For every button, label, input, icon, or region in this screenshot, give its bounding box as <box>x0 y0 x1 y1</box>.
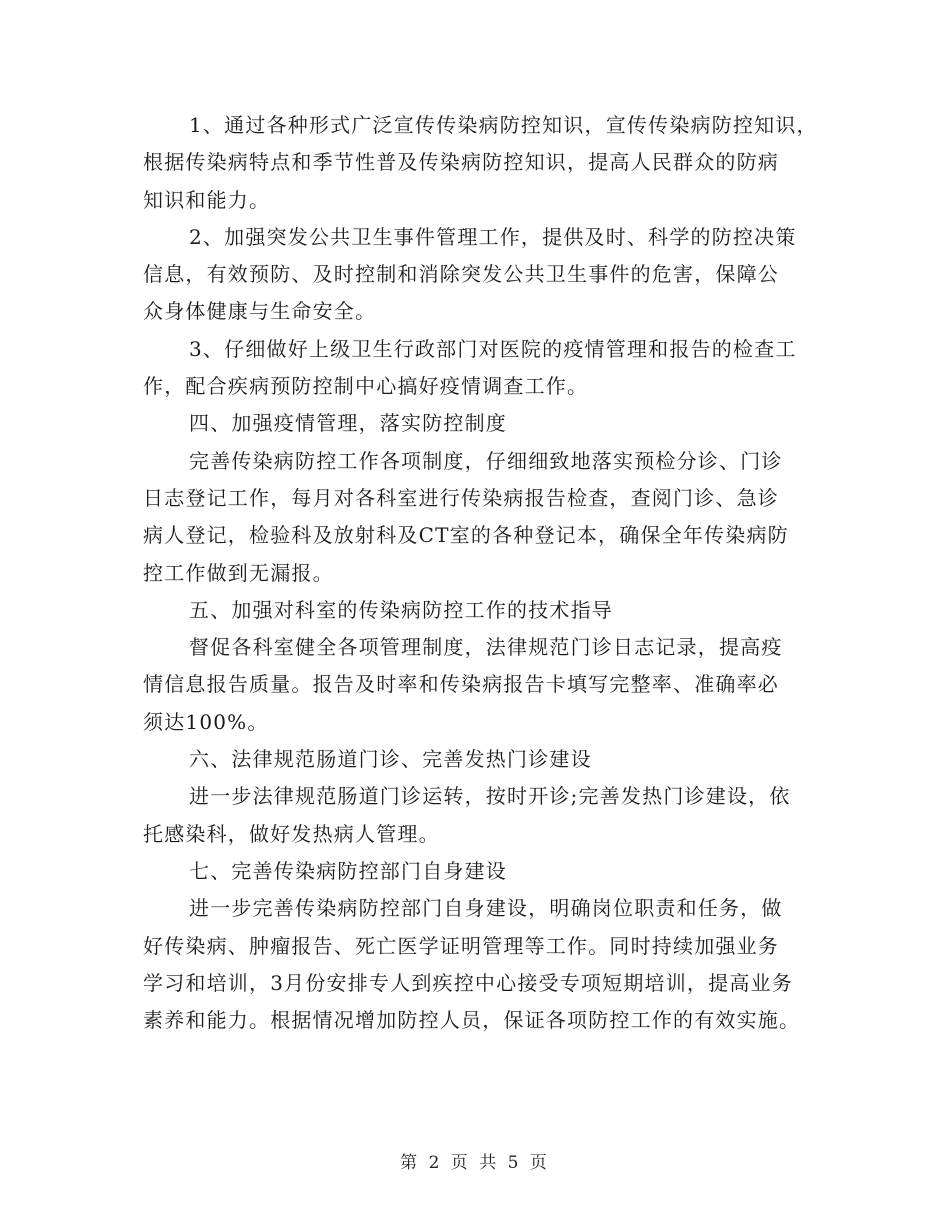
text-line: 情信息报告质量。报告及时率和传染病报告卡填写完整率、准确率必 <box>143 672 779 697</box>
text-line: 须达100%。 <box>143 709 269 734</box>
document-body <box>143 107 818 1039</box>
text-line: 3、仔细做好上级卫生行政部门对医院的疫情管理和报告的检查工 <box>189 336 797 361</box>
page-number-footer: 第 2 页 共 5 页 <box>400 1153 550 1173</box>
text-line: 进一步法律规范肠道门诊运转，按时开诊;完善发热门诊建设，依 <box>189 784 791 809</box>
text-line: 根据传染病特点和季节性普及传染病防控知识，提高人民群众的防病 <box>143 150 779 175</box>
text-line: 日志登记工作，每月对各科室进行传染病报告检查，查阅门诊、急诊 <box>143 485 779 510</box>
text-line: 六、法律规范肠道门诊、完善发热门诊建设 <box>189 747 592 772</box>
text-line: 作，配合疾病预防控制中心搞好疫情调查工作。 <box>143 374 589 399</box>
text-line: 信息，有效预防、及时控制和消除突发公共卫生事件的危害，保障公 <box>143 262 779 287</box>
text-line: 进一步完善传染病防控部门自身建设，明确岗位职责和任务，做 <box>189 896 783 921</box>
text-line: 病人登记，检验科及放射科及CT室的各种登记本，确保全年传染病防 <box>143 523 789 548</box>
text-line: 素养和能力。根据情况增加防控人员，保证各项防控工作的有效实施。 <box>143 1008 801 1033</box>
text-line: 五、加强对科室的传染病防控工作的技术指导 <box>189 597 613 622</box>
text-line: 托感染科，做好发热病人管理。 <box>143 821 440 846</box>
text-line: 知识和能力。 <box>143 187 271 212</box>
text-line: 控工作做到无漏报。 <box>143 560 334 585</box>
text-line: 七、完善传染病防控部门自身建设 <box>189 858 507 883</box>
text-line: 督促各科室健全各项管理制度，法律规范门诊日志记录，提高疫 <box>189 635 783 660</box>
text-line: 完善传染病防控工作各项制度，仔细细致地落实预检分诊、门诊 <box>189 448 783 473</box>
text-line: 好传染病、肿瘤报告、死亡医学证明管理等工作。同时持续加强业务 <box>143 933 779 958</box>
text-line: 四、加强疫情管理，落实防控制度 <box>189 411 507 436</box>
text-line: 众身体健康与生命安全。 <box>143 299 377 324</box>
text-line: 1、通过各种形式广泛宣传传染病防控知识，宣传传染病防控知识， <box>189 113 818 137</box>
text-line: 学习和培训，3月份安排专人到疾控中心接受专项短期培训，提高业务 <box>143 970 793 995</box>
text-line: 2、加强突发公共卫生事件管理工作，提供及时、科学的防控决策 <box>189 224 797 249</box>
